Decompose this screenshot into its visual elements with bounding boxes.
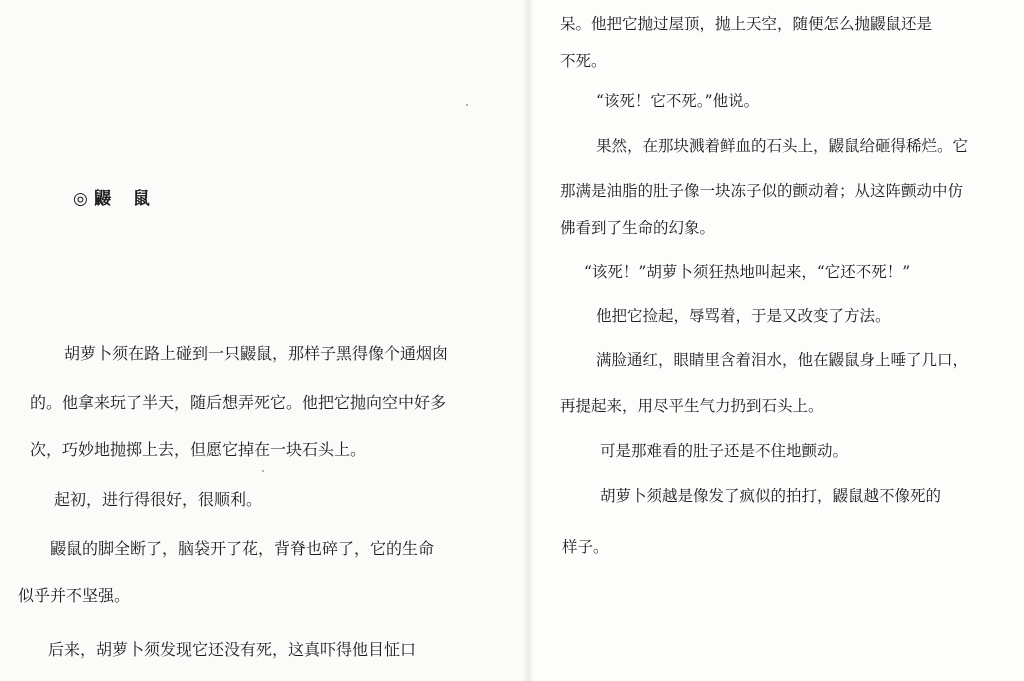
right-line-8: 他把它捡起，辱骂着，于是又改变了方法。 bbox=[596, 307, 891, 325]
right-line-4: 果然，在那块溅着鲜血的石头上，鼹鼠给砸得稀烂。它 bbox=[596, 137, 969, 155]
chapter-title-text: 鼹 鼠 bbox=[94, 189, 158, 209]
left-line-2: 的。他拿来玩了半天，随后想弄死它。他把它抛向空中好多 bbox=[30, 393, 447, 412]
left-line-4: 起初，进行得很好，很顺利。 bbox=[54, 490, 263, 509]
left-line-5: 鼹鼠的脚全断了，脑袋开了花，背脊也碎了，它的生命 bbox=[50, 539, 435, 558]
right-page bbox=[528, 0, 1024, 681]
title-bullet-icon: ◎ bbox=[73, 189, 88, 209]
right-line-13: 样子。 bbox=[562, 538, 609, 556]
paper-speck bbox=[466, 104, 468, 106]
right-line-6: 佛看到了生命的幻象。 bbox=[560, 219, 716, 237]
right-line-7: “该死！”胡萝卜须狂热地叫起来，“它还不死！” bbox=[584, 263, 911, 281]
right-line-1: 呆。他把它抛过屋顶，抛上天空，随便怎么抛鼹鼠还是 bbox=[560, 15, 933, 33]
right-line-3: “该死！它不死。”他说。 bbox=[596, 92, 760, 110]
left-line-6: 似乎并不坚强。 bbox=[18, 586, 131, 605]
right-line-10: 再提起来，用尽平生气力扔到石头上。 bbox=[560, 397, 824, 415]
book-gutter bbox=[522, 0, 534, 681]
left-line-7: 后来，胡萝卜须发现它还没有死，这真吓得他目怔口 bbox=[48, 640, 417, 659]
chapter-title bbox=[73, 184, 158, 209]
right-line-11: 可是那难看的肚子还是不住地颤动。 bbox=[600, 442, 849, 460]
right-line-12: 胡萝卜须越是像发了疯似的拍打，鼹鼠越不像死的 bbox=[600, 487, 942, 505]
left-line-1: 胡萝卜须在路上碰到一只鼹鼠，那样子黑得像个通烟囱 bbox=[64, 344, 449, 363]
right-line-2: 不死。 bbox=[560, 52, 607, 70]
right-line-9: 满脸通红，眼睛里含着泪水，他在鼹鼠身上唾了几口， bbox=[596, 351, 969, 369]
right-line-5: 那满是油脂的肚子像一块冻子似的颤动着；从这阵颤动中仿 bbox=[560, 182, 964, 200]
paper-speck bbox=[262, 470, 264, 472]
left-line-3: 次，巧妙地抛掷上去，但愿它掉在一块石头上。 bbox=[30, 440, 367, 459]
